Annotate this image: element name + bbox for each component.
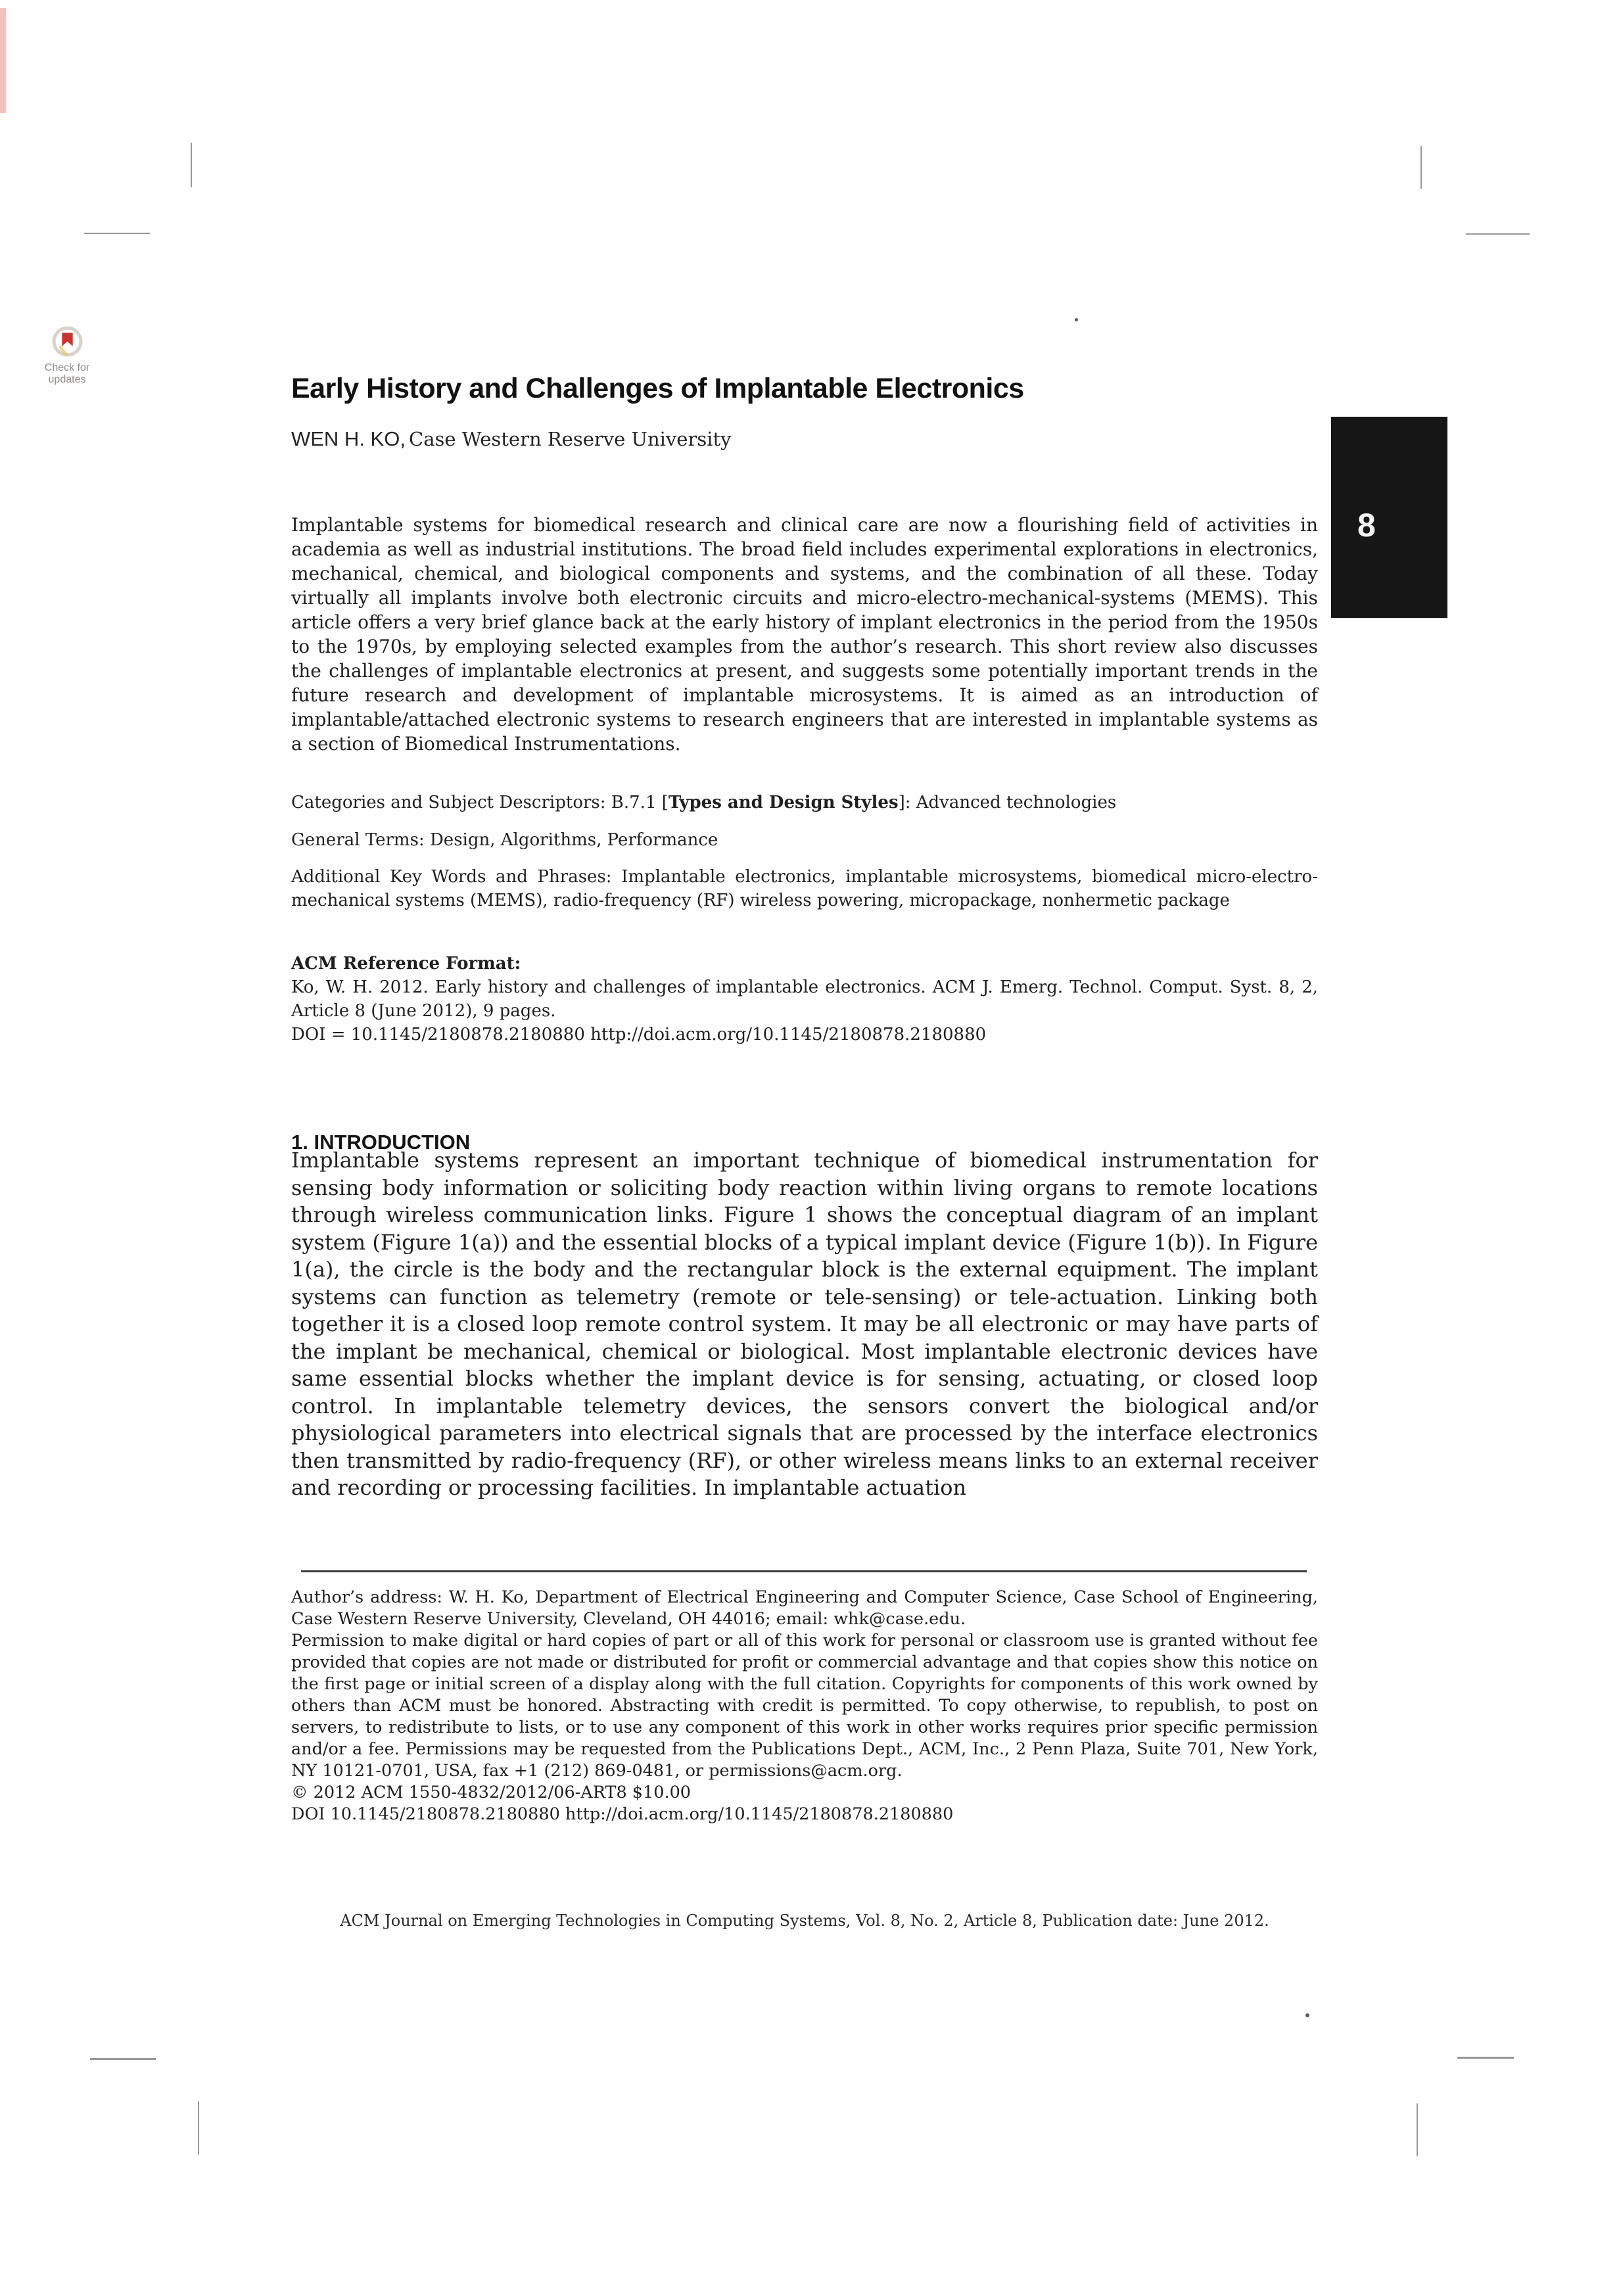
footnote-doi-line: DOI 10.1145/2180878.2180880 http://doi.acm.org/10.1145/2180878.2180880 [291,1804,954,1824]
footnote-block [291,1587,1318,1825]
section-heading-introduction: 1. INTRODUCTION [291,1130,471,1154]
scan-speck-bottom-right [1305,2013,1309,2017]
crossmark-caption-line2: updates [48,374,86,385]
journal-footer-line: ACM Journal on Emerging Technologies in Computing Systems, Vol. 8, No. 2, Article 8, Publication date: June 2012. [340,1911,1269,1930]
crossmark-badge[interactable] [35,325,99,386]
article-number: 8 [1357,507,1376,544]
author-affiliation: Case Western Reserve University [409,428,732,450]
author-line [291,427,1318,451]
author-name: WEN H. KO, [291,427,406,450]
crop-mark-bottom-right-vertical [1417,2103,1418,2156]
scan-speck-above-title [1075,318,1078,321]
crossmark-logo-icon [51,348,83,360]
footnote-permission-notice: Permission to make digital or hard copies of part or all of this work for personal or classroom use is granted without fee provided that copies are not made or distributed for profit or commercial advantage and that copies show this notice on the first page or initial screen of a display along with the full citation. Copyrights for components of this work owned by others than ACM must be honored. Abstracting with credit is permitted. To copy otherwise, to republish, to post on servers, to redistribute to lists, or to use any component of this work in other works requires prior specific permission and/or a fee. Permissions may be requested from the Publications Dept., ACM, Inc., 2 Penn Plaza, Suite 701, New York, NY 10121-0701, USA, fax +1 (212) 869-0481, or permissions@acm.org. [291,1631,1318,1781]
crop-mark-bottom-left-horizontal [90,2058,156,2060]
categories-line [291,791,1318,814]
crop-mark-top-left-vertical [191,143,192,187]
introduction-paragraph: Implantable systems represent an important technique of biomedical instrumentation for sensing body information or soliciting body reaction within living organs to remote locations through wireless communication links. Figure 1 shows the conceptual diagram of an implant system (Figure 1(a)) and the essential blocks of a typical implant device (Figure 1(b)). In Figure 1(a), the circle is the body and the rectangular block is the external equipment. The implant systems can function as telemetry (remote or tele-sensing) or tele-actuation. Linking both together it is a closed loop remote control system. It may be all electronic or may have parts of the implant be mechanical, chemical or biological. Most implantable electronic devices have same essential blocks whether the implant device is for sensing, actuating, or closed loop control. In implantable telemetry devices, the sensors convert the biological and/or physiological parameters into electrical signals that are processed by the interface electronics then transmitted by radio-frequency (RF), or other wireless means links to an external receiver and recording or processing facilities. In implantable actuation [291,1148,1318,1500]
footnote-separator-rule [301,1570,1307,1572]
keywords-line: Additional Key Words and Phrases: Implantable electronics, implantable microsystems, biomedical micro-electro-mechanical systems (MEMS), radio-frequency (RF) wireless powering, micropackage, nonhermetic package [291,867,1318,910]
crop-mark-top-right-horizontal [1466,233,1530,235]
crop-mark-bottom-left-vertical [198,2101,199,2155]
paper-title: Early History and Challenges of Implantable Electronics [291,372,1024,404]
scan-edge-red-artifact [0,8,6,113]
categories-prefix: Categories and Subject Descriptors: B.7.1 [ [291,793,669,812]
general-terms-line: General Terms: Design, Algorithms, Performance [291,830,718,850]
crop-mark-top-left-horizontal [84,233,150,234]
footnote-copyright-line: © 2012 ACM 1550-4832/2012/06-ART8 $10.00 [291,1783,692,1802]
abstract-text: Implantable systems for biomedical research and clinical care are now a flourishing field of activities in academia as well as industrial institutions. The broad field includes experimental explorations in electronics, mechanical, chemical, and biological components and systems, and the combination of all these. Today virtually all implants involve both electronic circuits and micro-electro-mechanical-systems (MEMS). This article offers a very brief glance back at the early history of implant electronics in the period from the 1950s to the 1970s, by employing selected examples from the author’s research. This short review also discusses the challenges of implantable electronics at present, and suggests some potentially important trends in the future research and development of implantable microsystems. It is aimed as an introduction of implantable/attached electronic systems to research engineers that are interested in implantable systems as a section of Biomedical Instrumentations. [291,514,1318,755]
acm-reference-citation: Ko, W. H. 2012. Early history and challenges of implantable electronics. ACM J. Emerg. Technol. Comput. Syst. 8, 2, Article 8 (June 2012), 9 pages. [291,977,1318,1021]
acm-reference-doi: DOI = 10.1145/2180878.2180880 http://doi.acm.org/10.1145/2180878.2180880 [291,1025,987,1044]
crossmark-caption-line1: Check for [44,362,90,373]
footnote-author-address: Author’s address: W. H. Ko, Department of Electrical Engineering and Computer Science, Case School of Engineering, Case Western Reserve University, Cleveland, OH 44016; email: whk@case.edu. [291,1587,1318,1629]
acm-reference-heading: ACM Reference Format: [291,954,521,973]
article-number-box [1331,417,1447,618]
crop-mark-top-right-vertical [1420,146,1422,189]
categories-suffix: ]: Advanced technologies [898,793,1117,812]
crop-mark-bottom-right-horizontal [1457,2057,1514,2059]
categories-bold: Types and Design Styles [668,793,899,812]
